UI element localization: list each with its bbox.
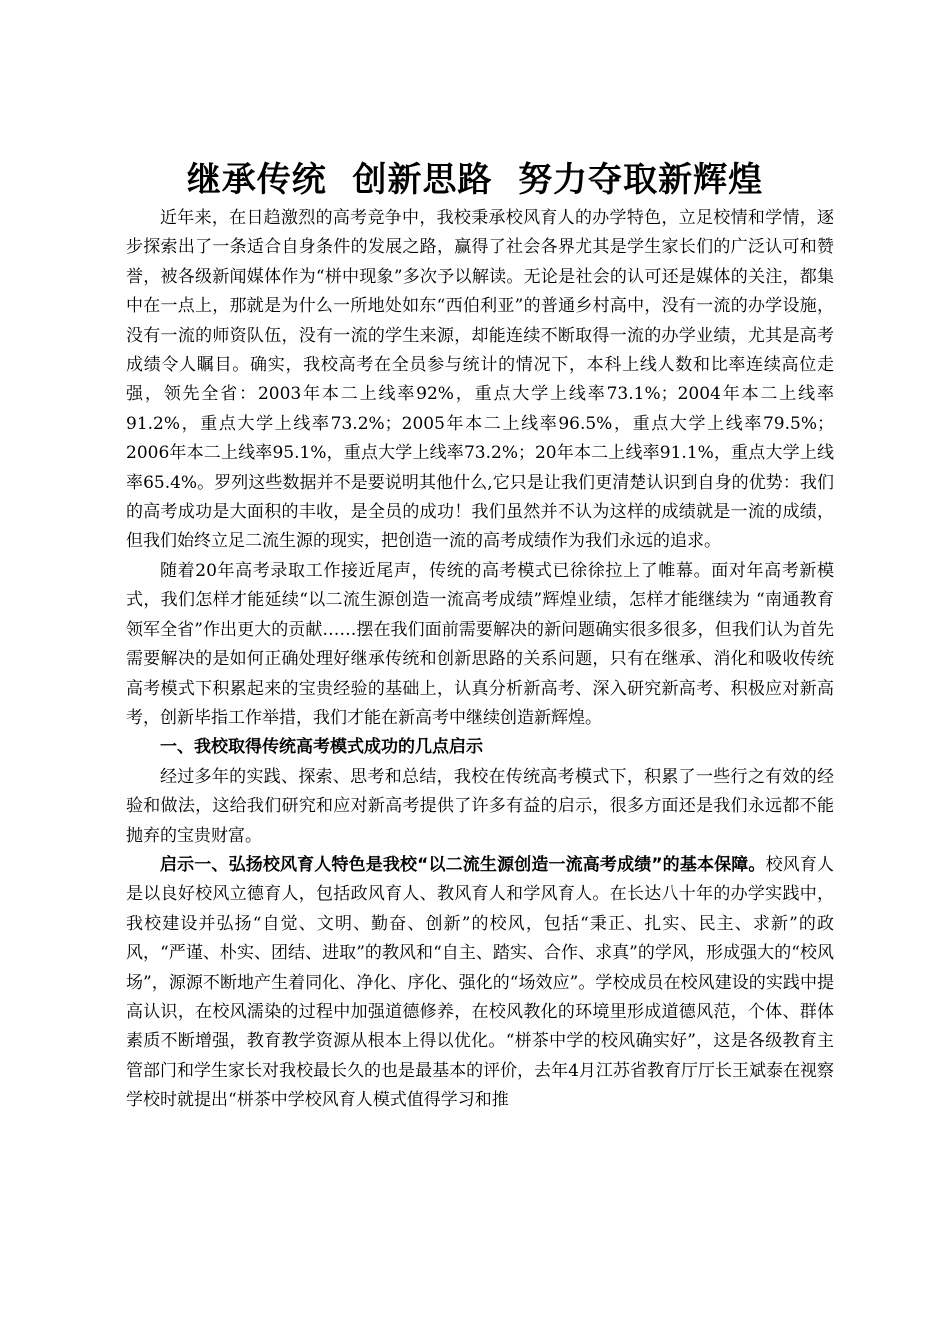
section-heading: 一、我校取得传统高考模式成功的几点启示 — [160, 737, 483, 758]
insight-one-lead: 启示一、弘扬校风育人特色是我校“以二流生源创造一流高考成绩”的基本保障。 — [160, 854, 766, 875]
insight-one-text: 校风育人是以良好校风立德育人，包括政风育人、教风育人和学风育人。在长达八十年的办学实践中，我校建设并弘扬“自觉、文明、勤奋、创新”的校风，包括“秉正、扎实、民主、求新”的政风，“严谨、朴实、团结、进取”的教风和“自主、踏实、合作、求真”的学风，形成强大的“校风场”，源源不断地产生着同化、净化、序化、强化的“场效应”。学校成员在校风建设的实践中提高认识，在校风濡染的过程中加强道德修养，在校风教化的环境里形成道德风范，个体、群体素质不断增强，教育教学资源从根本上得以优化。“栟茶中学的校风确实好”，这是各级教育主管部门和学生家长对我校最长久的也是最基本的评价，去年4月江苏省教育厅厅长王斌泰在视察学校时就提出“栟茶中学校风育人模式值得学习和推 — [126, 854, 834, 1111]
reform-paragraph: 随着20年高考录取工作接近尾声，传统的高考模式已徐徐拉上了帷幕。面对年高考新模式，我们怎样才能延续“以二流生源创造一流高考成绩”辉煌业绩，怎样才能继续为 “南通教育领军全省”作出更大的贡献……摆在我们面前需要解决的新问题确实很多很多，但我们认为首先需要解决的是如何正确处理好继承传统和创新思路的关系问题，只有在继承、消化和吸收传统高考模式下积累起来的宝贵经验的基础上，认真分析新高考、深入研究新高考、积极应对新高考，创新毕指工作举措，我们才能在新高考中继续创造新辉煌。 — [126, 560, 834, 728]
intro-paragraph: 近年来，在日趋激烈的高考竞争中，我校秉承校风育人的办学特色，立足校情和学情，逐步探索出了一条适合自身条件的发展之路，赢得了社会各界尤其是学生家长们的广泛认可和赞誉，被各级新闻媒体作为“栟中现象”多次予以解读。无论是社会的认可还是媒体的关注，都集中在一点上，那就是为什么一所地处如东“西伯利亚”的普通乡村高中，没有一流的办学设施，没有一流的师资队伍，没有一流的学生来源，却能连续不断取得一流的办学业绩，尤其是高考成绩令人瞩目。确实，我校高考在全员参与统计的情况下，本科上线人数和比率连续高位走强，领先全省：2003年本二上线率92%，重点大学上线率73.1%；2004年本二上线率91.2%，重点大学上线率73.2%；2005年本二上线率96.5%，重点大学上线率79.5%；2006年本二上线率95.1%，重点大学上线率73.2%；20年本二上线率91.1%，重点大学上线率65.4%。罗列这些数据并不是要说明其他什么,它只是让我们更清楚认识到自身的优势：我们的高考成功是大面积的丰收，是全员的成功！我们虽然并不认为这样的成绩就是一流的成绩，但我们始终立足二流生源的现实，把创造一流的高考成绩作为我们永远的追求。 — [126, 208, 834, 552]
section-intro-paragraph: 经过多年的实践、探索、思考和总结，我校在传统高考模式下，积累了一些行之有效的经验和做法，这给我们研究和应对新高考提供了许多有益的启示，很多方面还是我们永远都不能抛弃的宝贵财富。 — [126, 766, 834, 846]
document-title: 继承传统 创新思路 努力夺取新辉煌 — [186, 159, 764, 200]
document-body — [126, 204, 834, 1116]
insight-one-paragraph — [126, 851, 834, 1116]
